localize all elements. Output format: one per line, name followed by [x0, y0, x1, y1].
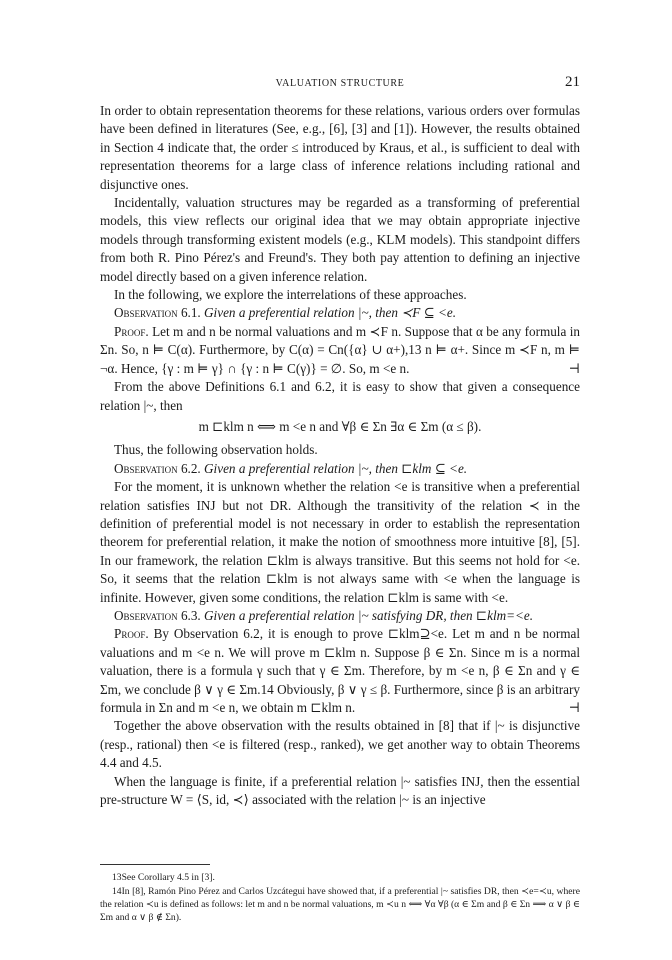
observation-6-2-statement: Given a preferential relation |~, then ⊏klm ⊆ <e.: [204, 460, 468, 476]
paragraph-3: In the following, we explore the interrelations of these approaches.: [114, 287, 467, 303]
running-title: VALUATION STRUCTURE: [275, 78, 405, 89]
footnotes: [100, 864, 580, 925]
footnote-14: 14In [8], Ramón Pino Pérez and Carlos Uzcátegui have showed that, if a preferential |~ satisfies DR, then ≺e=≺u, where the relation ≺u is defined as follows: let m and n be normal valuations, m ≺u n ⟺ ∀α ∀β (α ∈ Σm and β ∈ Σn ⟹ α ∨ β ∈ Σm and α ∨ β ∉ Σn).: [100, 886, 580, 923]
observation-6-3: [100, 607, 580, 625]
proof-2: [100, 625, 580, 717]
observation-6-3-heading: Observation 6.3.: [114, 607, 201, 623]
paragraph-7: Together the above observation with the results obtained in [8] that if |~ is disjunctive (resp., rational) then <e is filtered (resp., ranked), we get another way to obtain Theorems 4.4 and 4.5.: [100, 718, 580, 771]
paragraph-2: Incidentally, valuation structures may be regarded as a transforming of preferential models, this view reflects our original idea that we may obtain appropriate injective models through transforming existent models (e.g., KLM models). This standpoint differs from both R. Pino Pérez's and Freund's. They both pay attention to defining an injective model directly based on a given inference relation.: [100, 195, 580, 284]
observation-6-1-statement: Given a preferential relation |~, then ≺F ⊆ <e.: [204, 305, 457, 321]
observation-6-2: [100, 460, 580, 478]
observation-6-2-heading: Observation 6.2.: [114, 460, 201, 476]
qed-symbol: ⊣: [568, 700, 580, 715]
observation-6-1: [100, 304, 580, 322]
running-head: [100, 74, 580, 94]
paragraph-1: In order to obtain representation theorems for these relations, various orders over formulas have been defined in literatures (See, e.g., [6], [3] and [1]). However, the results obtained in Section 4 indicate that, the order ≤ introduced by Kraus, et al., is sufficient to deal with representation theorems for a large class of inference relations including rational and disjunctive ones.: [100, 103, 580, 192]
page-number: 21: [565, 74, 580, 90]
paragraph-6: For the moment, it is unknown whether the relation <e is transitive when a preferential relation satisfies INJ but not DR. Although the transitivity of the relation ≺ in the definition of preferential model is not necessary in order to establish the representation theorem for preferential relation, it make the notion of smoothness more intuitive [8], [5]. In our framework, the relation ⊏klm is always transitive. But this seems not hold for <e. So, it seems that the relation ⊏klm is not always same with <e when the language is infinite. However, given some conditions, the relation ⊏klm is same with <e.: [100, 479, 580, 605]
proof-2-heading: Proof.: [114, 626, 149, 642]
paragraph-4: From the above Definitions 6.1 and 6.2, it is easy to show that given a consequence relation |~, then: [100, 379, 580, 413]
footnote-13: 13See Corollary 4.5 in [3].: [112, 872, 215, 883]
footnote-rule: [100, 864, 210, 865]
qed-symbol: ⊣: [568, 360, 580, 376]
proof-1-heading: Proof.: [114, 323, 149, 339]
display-formula: m ⊏klm n ⟺ m <e n and ∀β ∈ Σn ∃α ∈ Σm (α ≤ β).: [198, 418, 482, 434]
body-text: [100, 102, 580, 809]
proof-1-text: Let m and n be normal valuations and m ≺F n. Suppose that α be any formula in Σn. So, n ⊨ C(α). Furthermore, by C(α) = Cn({α} ∪ α+),13 n ⊨ α+. Since m ≺F n, m ⊨ ¬α. Hence, {γ : m ⊨ γ} ∩ {γ : n ⊨ C(γ)} = ∅. So, m <e n.: [100, 323, 581, 376]
paragraph-5: Thus, the following observation holds.: [114, 442, 318, 458]
paragraph-8: When the language is finite, if a preferential relation |~ satisfies INJ, then the essential pre-structure W = ⟨S, id, ≺⟩ associated with the relation |~ is an injective: [100, 773, 580, 808]
proof-1: [100, 323, 580, 378]
proof-2-text: By Observation 6.2, it is enough to prove ⊏klm⊇<e. Let m and n be normal valuations and m <e n. We will prove m ⊏klm n. Suppose β ∈ Σn. Since m is a normal valuation, there is a formula γ such that γ ∈ Σm. Therefore, by m <e n, β ∈ Σn and γ ∈ Σm, we conclude β ∨ γ ∈ Σm.14 Obviously, β ∨ γ ≤ β. Furthermore, since β is an arbitrary formula in Σn and m <e n, we obtain m ⊏klm n.: [100, 626, 581, 715]
observation-6-3-statement: Given a preferential relation |~ satisfying DR, then ⊏klm=<e.: [204, 607, 534, 623]
observation-6-1-heading: Observation 6.1.: [114, 305, 201, 321]
